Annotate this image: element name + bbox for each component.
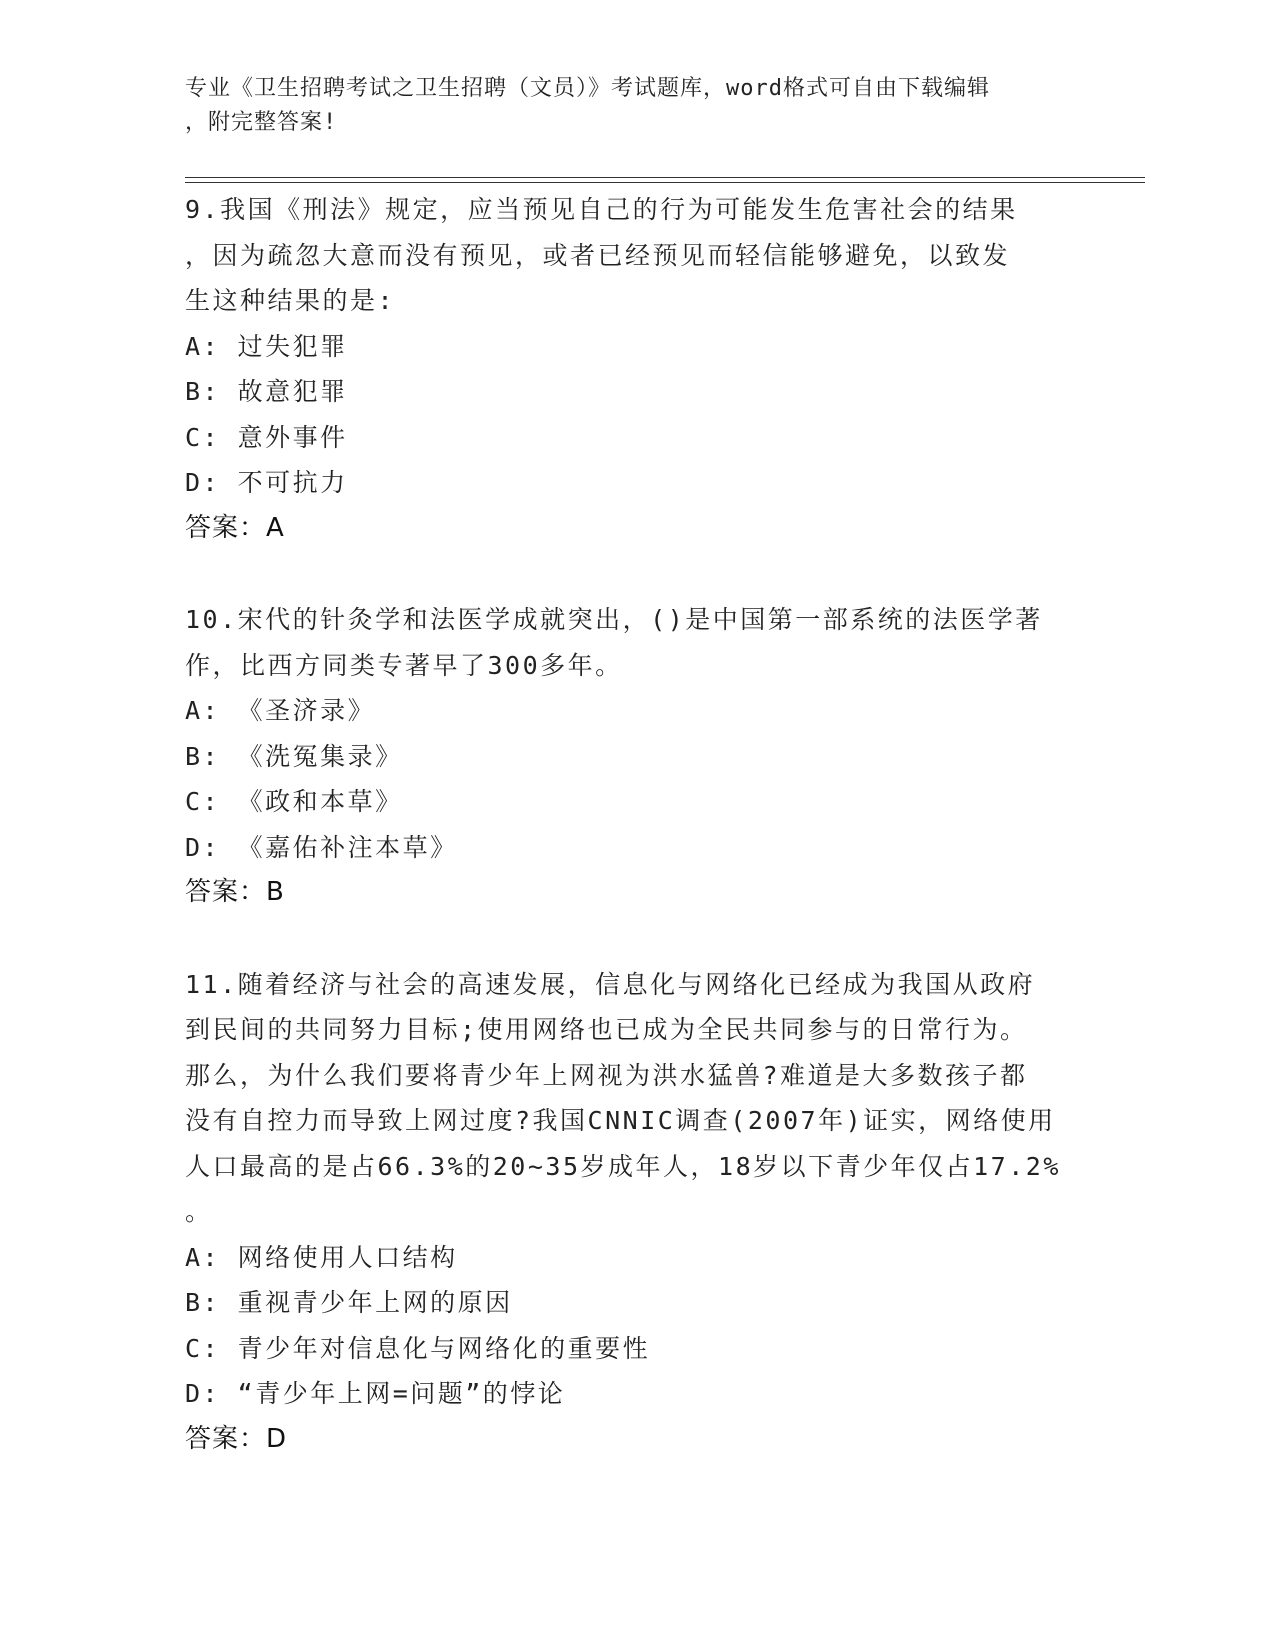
header-line: 专业《卫生招聘考试之卫生招聘（文员）》考试题库，word格式可自由下载编辑	[185, 76, 990, 101]
document-header	[185, 72, 1065, 140]
question-text-line: 作，比西方同类专著早了300多年。	[185, 650, 623, 680]
option-c: C: 《政和本草》	[185, 787, 403, 816]
header-divider-bottom	[185, 182, 1145, 183]
option-d: D: “青少年上网=问题”的悖论	[185, 1379, 566, 1408]
question-list	[185, 187, 1085, 1508]
option-d: D: 《嘉佑补注本草》	[185, 832, 458, 862]
question-text-line: 10.宋代的针灸学和法医学成就突出，()是中国第一部系统的法医学著	[185, 605, 1043, 634]
question-text-line: ，因为疏忽大意而没有预见，或者已经预见而轻信能够避免，以致发	[185, 240, 1011, 270]
answer-label: 答案：B	[185, 877, 285, 907]
option-c: C: 青少年对信息化与网络化的重要性	[185, 1333, 651, 1363]
option-a: A: 《圣济录》	[185, 696, 376, 725]
question-text-line: 9.我国《刑法》规定，应当预见自己的行为可能发生危害社会的结果	[185, 195, 1018, 224]
question-text-line: 那么，为什么我们要将青少年上网视为洪水猛兽?难道是大多数孩子都	[185, 1060, 1028, 1090]
header-divider-top	[185, 177, 1145, 178]
question-text-line: 生这种结果的是:	[185, 286, 396, 315]
option-d: D: 不可抗力	[185, 468, 348, 497]
answer-label: 答案：D	[185, 1423, 288, 1454]
option-b: B: 重视青少年上网的原因	[185, 1288, 513, 1317]
question-text-line: 11.随着经济与社会的高速发展，信息化与网络化已经成为我国从政府	[185, 969, 1036, 999]
question-11	[185, 962, 1085, 1463]
question-text-line: 没有自控力而导致上网过度?我国CNNIC调查(2007年)证实，网络使用	[185, 1106, 1056, 1135]
question-10	[185, 597, 1085, 916]
option-a: A: 过失犯罪	[185, 331, 348, 361]
header-line: ，附完整答案!	[185, 110, 338, 135]
answer-label: 答案：A	[185, 512, 285, 543]
option-a: A: 网络使用人口结构	[185, 1242, 458, 1272]
question-text-line: 到民间的共同努力目标;使用网络也已成为全民共同参与的日常行为。	[185, 1015, 1028, 1044]
question-text-line: 人口最高的是占66.3%的20~35岁成年人，18岁以下青少年仅占17.2%	[185, 1151, 1061, 1181]
option-b: B: 《洗冤集录》	[185, 741, 403, 771]
option-b: B: 故意犯罪	[185, 377, 348, 406]
option-c: C: 意外事件	[185, 422, 348, 452]
question-9	[185, 187, 1085, 551]
question-text-line: 。	[185, 1197, 213, 1226]
